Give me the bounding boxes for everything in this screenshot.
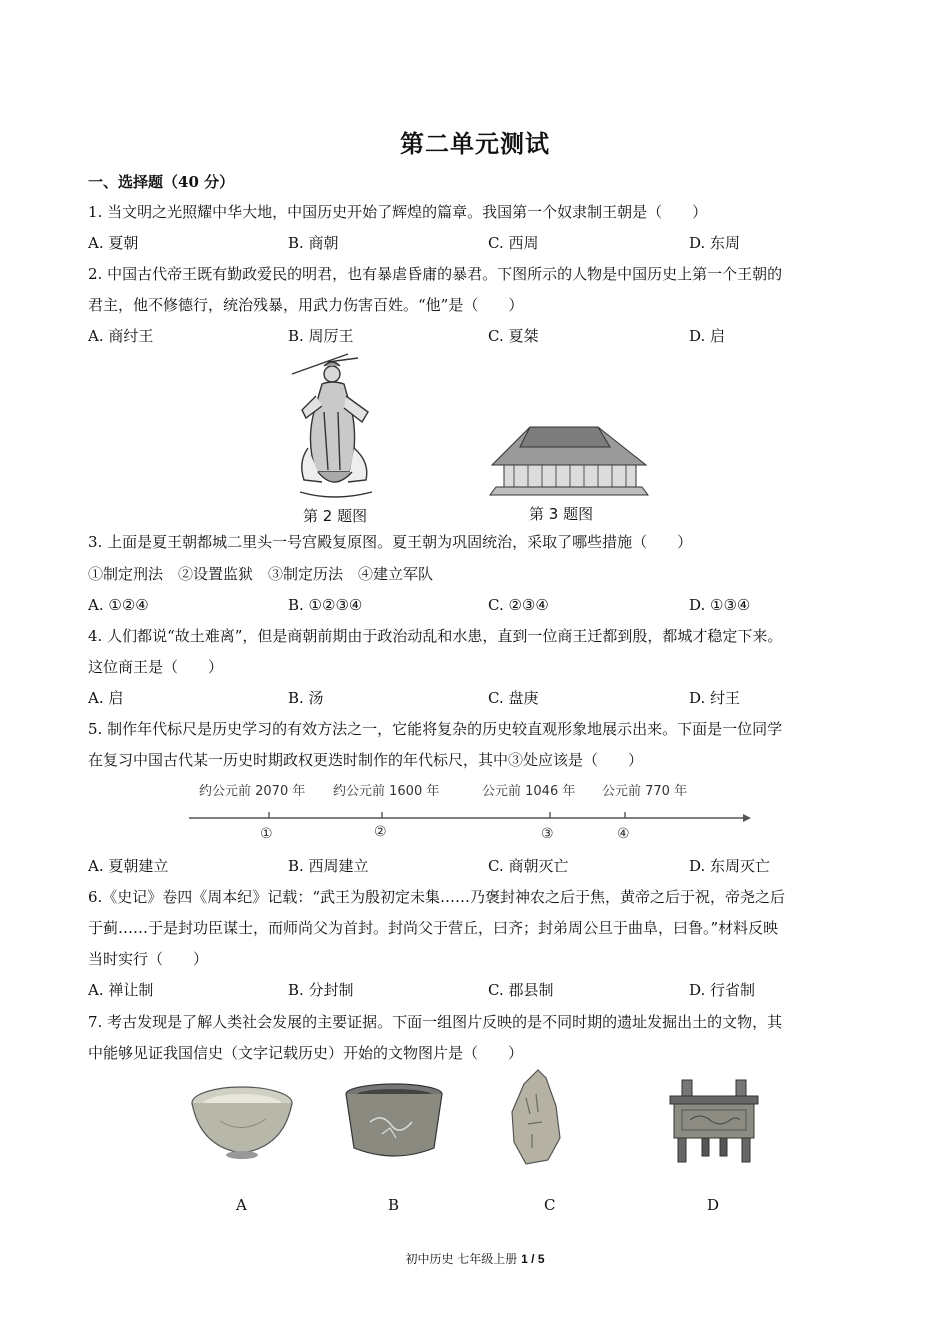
option-a: A. ①②④ (88, 596, 149, 614)
erlitou-palace-illustration (490, 425, 648, 497)
timeline-mark-4: ④ (617, 826, 630, 842)
option-b: B. 西周建立 (288, 857, 369, 875)
option-d: D. 东周灭亡 (689, 857, 771, 875)
option-c: C. ②③④ (488, 596, 549, 614)
question-6-stem-line1: 6.《史记》卷四《周本纪》记载：“武王为殷初定未集……乃褒封神农之后于焦，黄帝之后于祝，帝尧之后 (88, 888, 785, 906)
question-6-stem-line3: 当时实行（ ） (88, 950, 209, 968)
figure-3-caption: 第 3 题图 (529, 505, 594, 523)
artifact-b-inscribed-pottery-image (342, 1082, 446, 1166)
question-3-options (88, 595, 868, 615)
timeline-label-4: 公元前 770 年 (602, 784, 688, 799)
option-b: B. 周厉王 (288, 327, 354, 345)
timeline-label-3: 公元前 1046 年 (482, 784, 576, 799)
question-2-stem-line1: 2. 中国古代帝王既有勤政爱民的明君，也有暴虐昏庸的暴君。下图所示的人物是中国历史上第一个王朝的 (88, 265, 783, 283)
option-a: A. 禅让制 (88, 981, 154, 999)
question-5-stem-line2: 在复习中国古代某一历史时期政权更迭时制作的年代标尺，其中③处应该是（ ） (88, 751, 644, 769)
option-b: B. ①②③④ (288, 596, 363, 614)
question-1-stem: 1. 当文明之光照耀中华大地，中国历史开始了辉煌的篇章。我国第一个奴隶制王朝是（ ） (88, 203, 708, 221)
footer-text: 初中历史 七年级上册 (405, 1252, 518, 1266)
option-c: C. 盘庚 (488, 689, 539, 707)
artifact-d-bronze-ding-image (664, 1078, 764, 1164)
option-a: A. 启 (88, 689, 124, 707)
artifact-c-label: C (544, 1196, 556, 1214)
section-heading: 一、选择题（40 分） (88, 173, 235, 191)
option-b: B. 商朝 (288, 234, 339, 252)
timeline-mark-3: ③ (541, 826, 554, 842)
question-7-stem-line2: 中能够见证我国信史（文字记载历史）开始的文物图片是（ ） (88, 1044, 524, 1062)
question-4-options (88, 688, 868, 708)
option-d: D. 行省制 (689, 981, 756, 999)
timeline-label-1: 约公元前 2070 年 (199, 784, 306, 799)
king-jie-illustration (288, 352, 388, 502)
question-4-stem-line1: 4. 人们都说“故土难离”，但是商朝前期由于政治动乱和水患，直到一位商王迁都到殷，都城才稳定下来。 (88, 627, 783, 645)
timeline-label-2: 约公元前 1600 年 (333, 784, 440, 799)
option-c: C. 郡县制 (488, 981, 554, 999)
question-7-stem-line1: 7. 考古发现是了解人类社会发展的主要证据。下面一组图片反映的是不同时期的遗址发掘出土的文物，其 (88, 1013, 783, 1031)
timeline-arrow-icon (743, 814, 751, 822)
timeline-ruler (185, 778, 755, 844)
option-d: D. 纣王 (689, 689, 741, 707)
option-a: A. 夏朝建立 (88, 857, 169, 875)
page-footer (0, 1250, 950, 1267)
page-number: 1 / 5 (521, 1252, 545, 1266)
option-c: C. 商朝灭亡 (488, 857, 569, 875)
option-d: D. 启 (689, 327, 726, 345)
timeline-mark-1: ① (260, 826, 273, 842)
page-title: 第二单元测试 (400, 129, 550, 158)
option-d: D. 东周 (689, 234, 741, 252)
question-6-stem-line2: 于蓟……于是封功臣谋士，而师尚父为首封。封尚父于营丘，曰齐；封弟周公旦于曲阜，曰鲁。”材料反映 (88, 919, 779, 937)
timeline-mark-2: ② (374, 824, 387, 840)
artifact-a-bowl-image (190, 1085, 294, 1163)
option-d: D. ①③④ (689, 596, 751, 614)
question-6-options (88, 980, 868, 1000)
question-3-items: ①制定刑法 ②设置监狱 ③制定历法 ④建立军队 (88, 565, 434, 583)
option-a: A. 商纣王 (88, 327, 154, 345)
question-4-stem-line2: 这位商王是（ ） (88, 658, 224, 676)
option-a: A. 夏朝 (88, 234, 139, 252)
question-5-stem-line1: 5. 制作年代标尺是历史学习的有效方法之一，它能将复杂的历史较直观形象地展示出来。下面是一位同学 (88, 720, 783, 738)
question-2-stem-line2: 君主，他不修德行，统治残暴，用武力伤害百姓。“他”是（ ） (88, 296, 524, 314)
question-2-options (88, 326, 868, 346)
question-3-stem: 3. 上面是夏王朝都城二里头一号宫殿复原图。夏王朝为巩固统治，采取了哪些措施（ ） (88, 533, 693, 551)
option-b: B. 汤 (288, 689, 324, 707)
option-c: C. 夏桀 (488, 327, 539, 345)
question-5-options (88, 856, 868, 876)
artifact-a-label: A (236, 1196, 247, 1214)
artifact-c-oracle-bone-image (508, 1068, 562, 1166)
option-c: C. 西周 (488, 234, 539, 252)
option-b: B. 分封制 (288, 981, 354, 999)
figure-2-caption: 第 2 题图 (303, 507, 368, 525)
artifact-d-label: D (707, 1196, 720, 1214)
artifact-b-label: B (388, 1196, 400, 1214)
question-1-options (88, 233, 868, 253)
